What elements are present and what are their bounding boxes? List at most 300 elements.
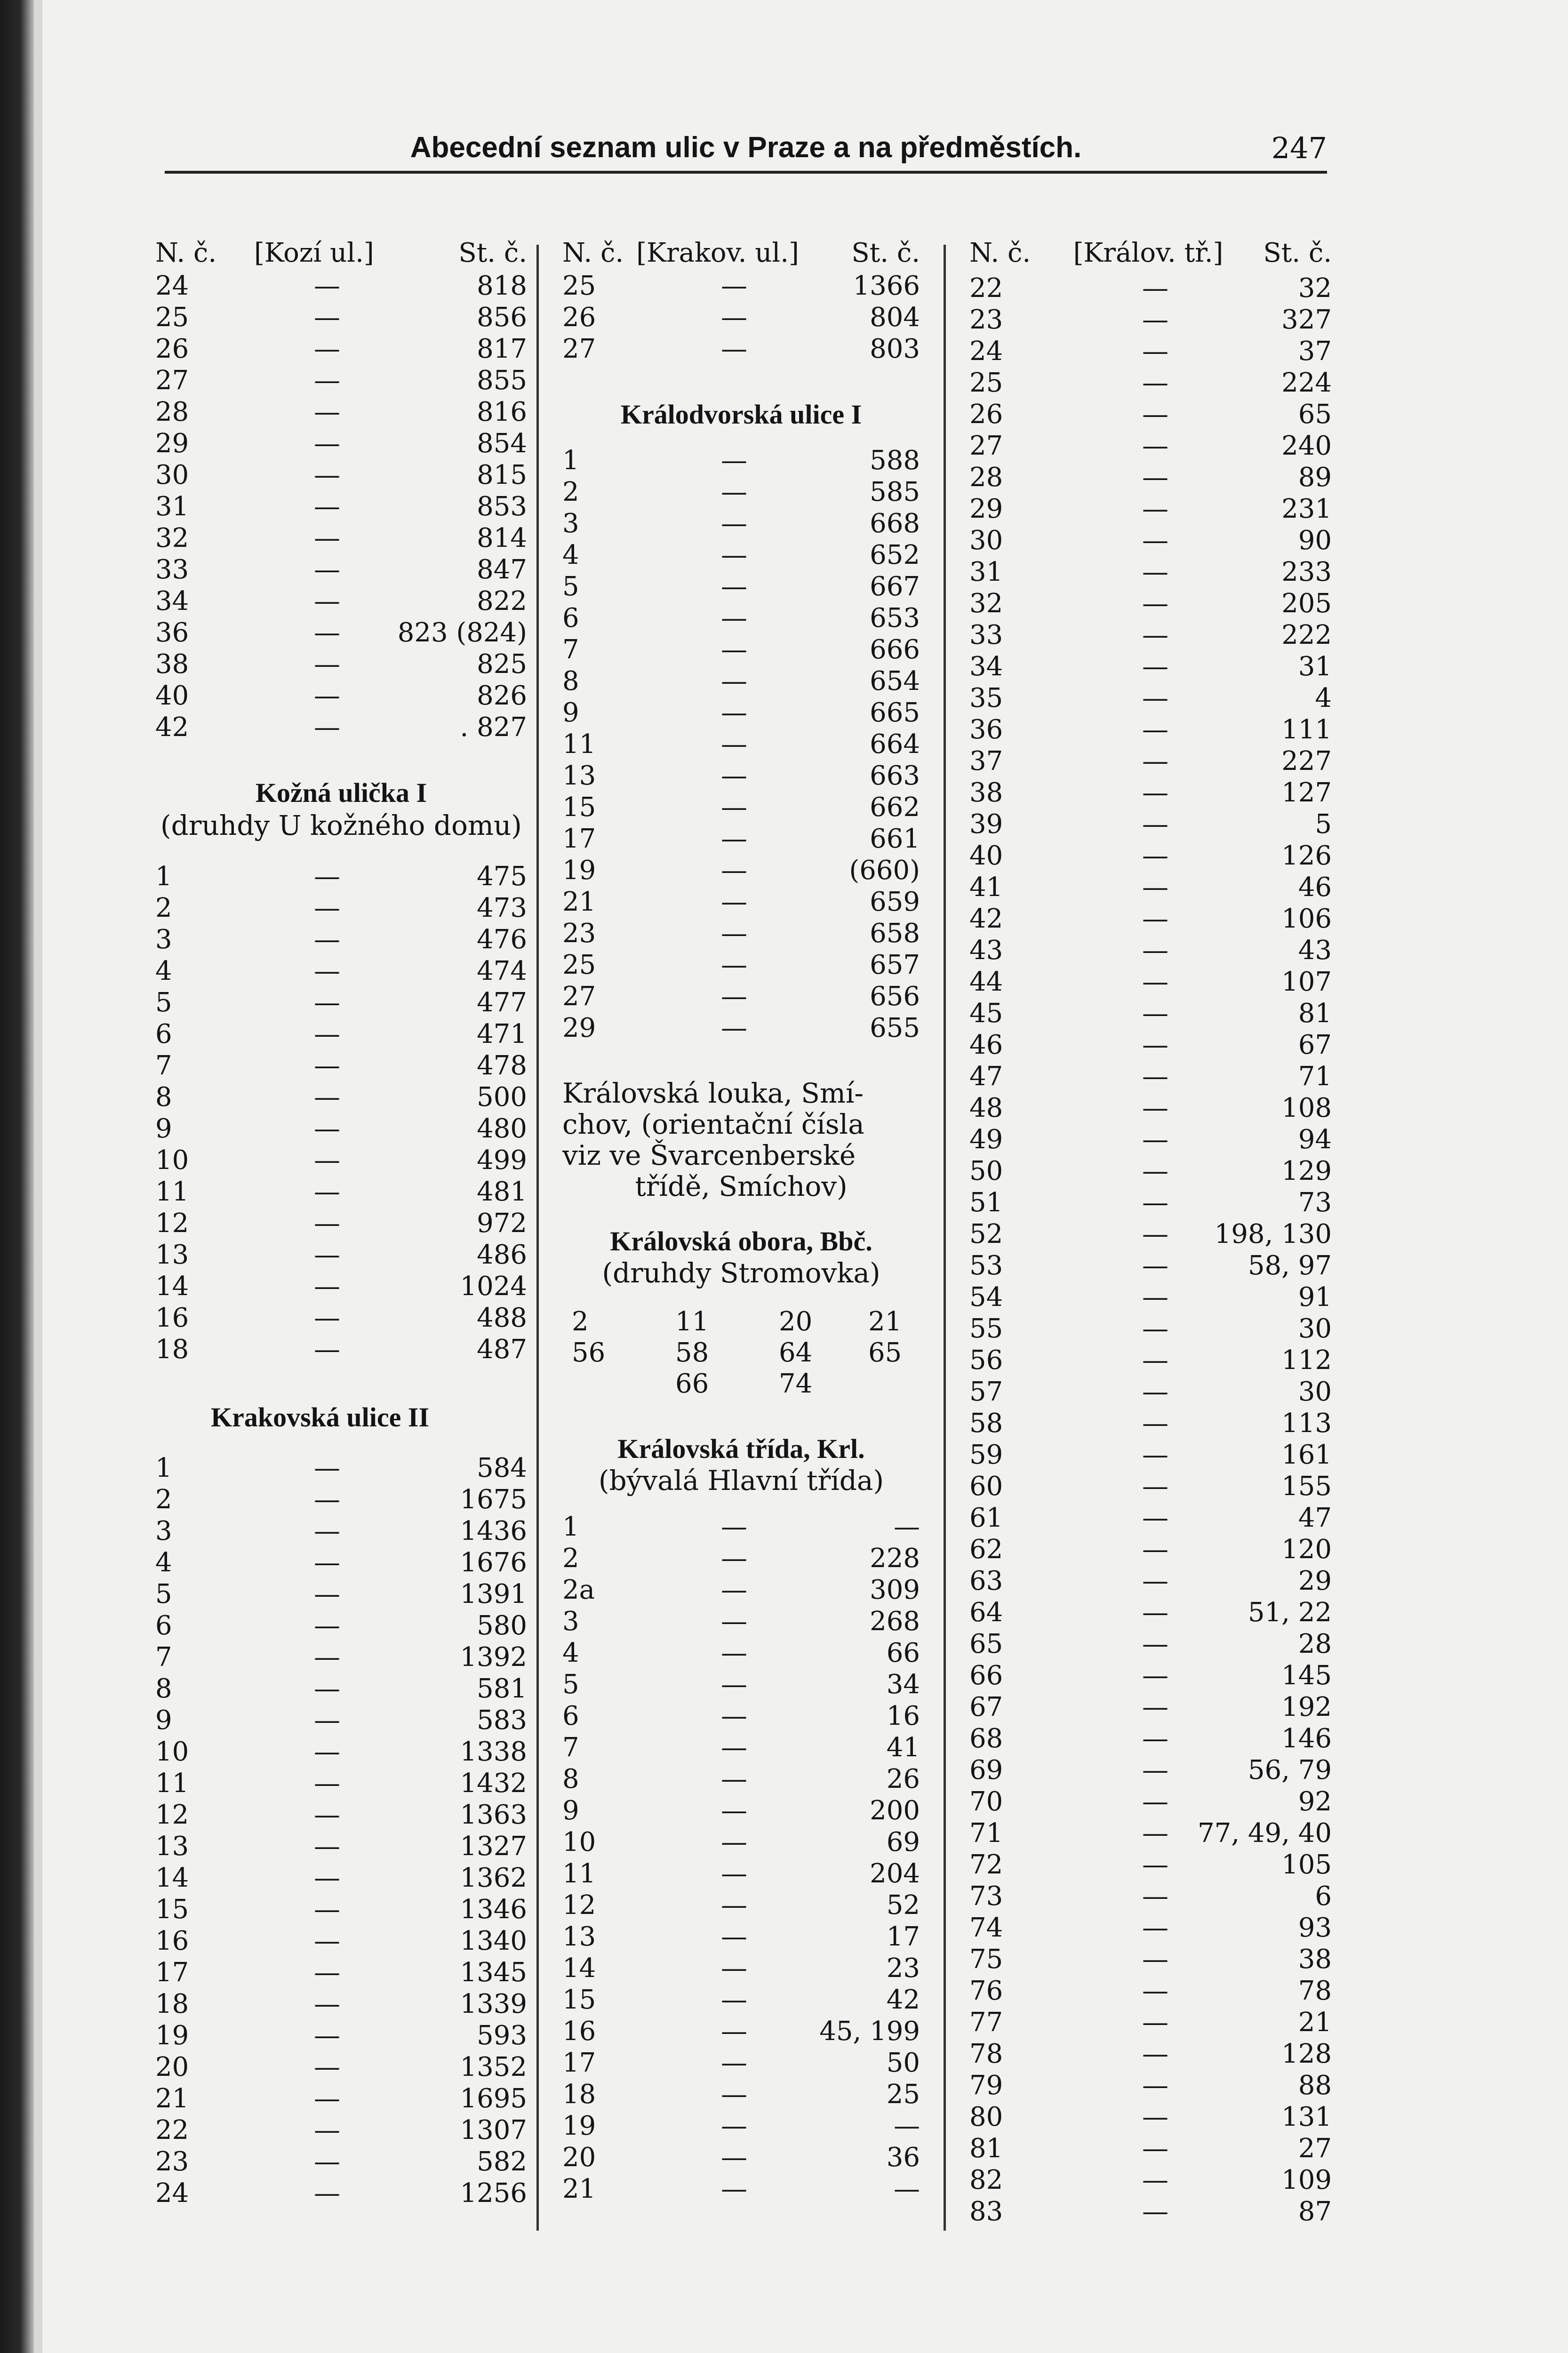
- table-row: [155, 1737, 527, 1768]
- row-number: 14: [562, 1953, 596, 1984]
- row-dash: —: [1142, 651, 1168, 682]
- row-dash: —: [314, 1082, 340, 1112]
- row-number: 12: [155, 1800, 189, 1830]
- row-value: (660): [849, 855, 920, 886]
- page-title: Abecední seznam ulic v Praze a na předměstích.: [410, 131, 1082, 164]
- row-value: 1346: [460, 1894, 527, 1925]
- row-value: 1307: [460, 2115, 527, 2145]
- row-value: 42: [886, 1985, 920, 2015]
- row-value: 847: [477, 554, 527, 585]
- row-number: 50: [969, 1156, 1003, 1186]
- row-dash: —: [1142, 2165, 1168, 2195]
- row-dash: —: [1142, 777, 1168, 808]
- table-row: [562, 508, 920, 539]
- row-number: 16: [155, 1926, 189, 1956]
- section-text-line: viz ve Švarcenberské: [562, 1139, 856, 1171]
- table-row: [155, 1926, 527, 1957]
- row-dash: —: [1142, 399, 1168, 430]
- table-row: [562, 1013, 920, 1044]
- row-dash: —: [314, 523, 340, 553]
- row-value: 5: [1315, 809, 1332, 840]
- row-dash: —: [314, 2115, 340, 2145]
- table-row: [562, 1985, 920, 2016]
- row-number: 33: [969, 620, 1003, 650]
- row-value: 473: [477, 893, 527, 923]
- table-row: [562, 1701, 920, 1732]
- table-row: [155, 1863, 527, 1894]
- column-header: [562, 238, 920, 269]
- table-row: [969, 588, 1332, 619]
- row-value: 73: [1298, 1187, 1332, 1218]
- table-row: [155, 1303, 527, 1334]
- row-value: 25: [886, 2079, 920, 2110]
- row-dash: —: [314, 1050, 340, 1081]
- row-number: 23: [562, 918, 596, 949]
- row-dash: —: [1142, 273, 1168, 304]
- table-row: [155, 2020, 527, 2051]
- row-value: 474: [477, 956, 527, 986]
- row-number: 11: [155, 1176, 189, 1207]
- row-dash: —: [721, 1638, 747, 1668]
- table-row: [155, 1989, 527, 2020]
- table-row: [969, 2133, 1332, 2164]
- row-dash: —: [314, 365, 340, 396]
- obora-cell: 74: [779, 1369, 813, 1399]
- row-number: 16: [155, 1303, 189, 1333]
- row-dash: —: [314, 861, 340, 892]
- row-dash: —: [1142, 1503, 1168, 1533]
- row-number: 54: [969, 1282, 1003, 1313]
- table-row: [562, 1543, 920, 1574]
- row-value: . 827: [460, 712, 527, 743]
- row-value: 661: [870, 824, 920, 854]
- table-row: [969, 1597, 1332, 1628]
- table-row: [969, 1219, 1332, 1250]
- row-number: 14: [155, 1271, 189, 1302]
- row-dash: —: [1142, 1250, 1168, 1281]
- header-nc: N. č.: [155, 238, 217, 268]
- row-dash: —: [314, 1334, 340, 1365]
- table-row: [969, 399, 1332, 430]
- row-value: 1024: [460, 1271, 527, 1302]
- row-value: 481: [477, 1176, 527, 1207]
- page-number: 247: [1271, 131, 1327, 165]
- row-number: 44: [969, 967, 1003, 997]
- row-number: 39: [969, 809, 1003, 840]
- header-stc: St. č.: [1263, 238, 1332, 268]
- row-number: 21: [562, 887, 596, 917]
- row-value: 56, 79: [1248, 1755, 1332, 1785]
- row-number: 19: [155, 2020, 189, 2051]
- row-dash: —: [314, 1673, 340, 1704]
- row-number: 52: [969, 1219, 1003, 1249]
- row-number: 51: [969, 1187, 1003, 1218]
- row-number: 24: [155, 271, 189, 301]
- row-number: 18: [562, 2079, 596, 2110]
- table-row: [155, 302, 527, 333]
- table-row: [155, 712, 527, 743]
- table-row: [969, 904, 1332, 935]
- row-value: 89: [1298, 462, 1332, 493]
- table-row: [155, 2146, 527, 2177]
- row-dash: —: [721, 334, 747, 364]
- row-value: 825: [477, 649, 527, 680]
- table-row: [155, 1334, 527, 1365]
- table-row: [562, 445, 920, 476]
- row-dash: —: [314, 1610, 340, 1641]
- row-number: 15: [562, 792, 596, 823]
- obora-cell: 56: [572, 1337, 606, 1368]
- row-value: 1256: [460, 2178, 527, 2209]
- row-value: 93: [1298, 1913, 1332, 1943]
- row-number: 75: [969, 1944, 1003, 1975]
- row-number: 6: [155, 1019, 172, 1049]
- row-number: 19: [562, 855, 596, 886]
- row-number: 22: [155, 2115, 189, 2145]
- table-row: [155, 924, 527, 955]
- row-dash: —: [721, 981, 747, 1012]
- row-value: 488: [477, 1303, 527, 1333]
- row-dash: —: [721, 2016, 747, 2047]
- row-dash: —: [1142, 1913, 1168, 1943]
- row-dash: —: [1142, 967, 1168, 997]
- row-dash: —: [1142, 336, 1168, 367]
- row-value: 92: [1298, 1786, 1332, 1817]
- row-dash: —: [1142, 1944, 1168, 1975]
- row-value: 471: [477, 1019, 527, 1049]
- row-value: 17: [886, 1921, 920, 1952]
- row-dash: —: [314, 712, 340, 743]
- table-row: [562, 1638, 920, 1669]
- row-number: 13: [155, 1240, 189, 1270]
- row-number: 5: [155, 1579, 172, 1609]
- row-dash: —: [314, 1145, 340, 1176]
- row-dash: —: [1142, 1534, 1168, 1565]
- table-row: [155, 1050, 527, 1081]
- table-row: [969, 1440, 1332, 1471]
- table-row: [969, 1187, 1332, 1218]
- row-value: 480: [477, 1113, 527, 1144]
- row-dash: —: [1142, 1408, 1168, 1439]
- row-dash: —: [721, 1827, 747, 1857]
- table-row: [562, 271, 920, 302]
- row-dash: —: [1142, 714, 1168, 745]
- table-row: [969, 1881, 1332, 1912]
- table-row: [969, 1755, 1332, 1786]
- book-spine: [0, 0, 34, 2353]
- row-dash: —: [1142, 1723, 1168, 1754]
- row-number: 65: [969, 1629, 1003, 1659]
- row-number: 4: [155, 956, 172, 986]
- row-value: 1695: [460, 2083, 527, 2114]
- row-dash: —: [314, 2083, 340, 2114]
- row-number: 36: [155, 617, 189, 648]
- row-dash: —: [721, 792, 747, 823]
- row-dash: —: [1142, 1440, 1168, 1470]
- row-number: 12: [562, 1890, 596, 1921]
- section-text-line: třídě, Smíchov): [635, 1170, 848, 1202]
- row-dash: —: [721, 634, 747, 665]
- row-dash: —: [314, 617, 340, 648]
- row-value: 227: [1281, 746, 1332, 776]
- row-value: 94: [1298, 1124, 1332, 1155]
- table-row: [969, 431, 1332, 462]
- row-number: 6: [562, 1701, 579, 1731]
- row-dash: —: [314, 1019, 340, 1049]
- row-dash: —: [1142, 840, 1168, 871]
- row-number: 83: [969, 2196, 1003, 2227]
- row-value: 656: [870, 981, 920, 1012]
- row-number: 73: [969, 1881, 1003, 1912]
- row-dash: —: [314, 1303, 340, 1333]
- row-number: 3: [562, 1606, 579, 1637]
- row-number: 29: [969, 494, 1003, 524]
- table-row: [155, 1673, 527, 1705]
- row-value: 1327: [460, 1831, 527, 1862]
- row-dash: —: [1142, 494, 1168, 524]
- row-number: 25: [969, 368, 1003, 398]
- section-title: [155, 1401, 485, 1433]
- row-value: 853: [477, 491, 527, 522]
- row-number: 26: [562, 302, 596, 333]
- table-row: [155, 2115, 527, 2146]
- row-value: 65: [1298, 399, 1332, 430]
- row-dash: —: [721, 603, 747, 633]
- row-number: 20: [562, 2142, 596, 2173]
- table-row: [155, 2083, 527, 2114]
- table-row: [969, 1377, 1332, 1408]
- row-value: 1392: [460, 1642, 527, 1673]
- row-value: 665: [870, 697, 920, 728]
- table-row: [969, 2007, 1332, 2038]
- row-number: 24: [969, 336, 1003, 367]
- row-value: 78: [1298, 1976, 1332, 2006]
- table-row: [562, 2016, 920, 2047]
- row-value: 1352: [460, 2052, 527, 2082]
- row-number: 53: [969, 1250, 1003, 1281]
- table-row: [155, 365, 527, 396]
- row-dash: —: [721, 2048, 747, 2078]
- table-row: [969, 1913, 1332, 1944]
- row-dash: —: [314, 2178, 340, 2209]
- row-dash: —: [1142, 1786, 1168, 1817]
- row-dash: —: [1142, 1818, 1168, 1849]
- row-number: 23: [155, 2146, 189, 2177]
- row-number: 10: [155, 1145, 189, 1176]
- row-value: 105: [1281, 1849, 1332, 1880]
- row-number: 42: [155, 712, 189, 743]
- table-row: [155, 1240, 527, 1271]
- row-value: 128: [1281, 2039, 1332, 2069]
- row-number: 17: [562, 2048, 596, 2078]
- row-value: 23: [886, 1953, 920, 1984]
- row-dash: —: [721, 1795, 747, 1826]
- row-number: 71: [969, 1818, 1003, 1849]
- table-row: [562, 634, 920, 665]
- row-dash: —: [721, 918, 747, 949]
- row-dash: —: [1142, 1061, 1168, 1092]
- row-dash: —: [1142, 557, 1168, 587]
- table-row: [969, 1818, 1332, 1849]
- row-value: 107: [1281, 967, 1332, 997]
- table-row: [155, 987, 527, 1018]
- row-number: 1: [562, 1512, 579, 1542]
- table-row: [969, 1471, 1332, 1502]
- header-nc: N. č.: [969, 238, 1031, 268]
- row-dash: —: [721, 1890, 747, 1921]
- row-value: 1676: [460, 1547, 527, 1578]
- row-number: 81: [969, 2133, 1003, 2164]
- row-number: 9: [562, 697, 579, 728]
- row-value: 222: [1281, 620, 1332, 650]
- row-value: 1362: [460, 1863, 527, 1893]
- table-row: [562, 1575, 920, 1606]
- row-dash: —: [1142, 1345, 1168, 1376]
- row-dash: —: [1142, 2070, 1168, 2101]
- table-row: [562, 1858, 920, 1889]
- row-dash: —: [1142, 525, 1168, 556]
- row-number: 32: [155, 523, 189, 553]
- row-number: 42: [969, 904, 1003, 934]
- row-value: 145: [1281, 1660, 1332, 1691]
- row-value: 45, 199: [819, 2016, 920, 2047]
- row-dash: —: [1142, 2196, 1168, 2227]
- obora-cell: 66: [675, 1369, 709, 1399]
- row-number: 7: [562, 634, 579, 665]
- row-value: 106: [1281, 904, 1332, 934]
- row-value: 652: [870, 540, 920, 570]
- table-row: [155, 1019, 527, 1050]
- table-row: [155, 680, 527, 712]
- table-row: [969, 1723, 1332, 1754]
- row-number: 7: [155, 1642, 172, 1673]
- row-number: 6: [155, 1610, 172, 1641]
- table-row: [969, 1061, 1332, 1092]
- table-row: [155, 1610, 527, 1641]
- row-value: 4: [1315, 683, 1332, 713]
- row-number: 68: [969, 1723, 1003, 1754]
- row-dash: —: [314, 924, 340, 955]
- row-value: 583: [477, 1705, 527, 1736]
- row-dash: —: [721, 2111, 747, 2141]
- row-number: 11: [562, 729, 596, 760]
- row-number: 41: [969, 872, 1003, 903]
- row-number: 5: [562, 1669, 579, 1700]
- row-dash: —: [314, 491, 340, 522]
- row-number: 13: [562, 760, 596, 791]
- table-row: [155, 397, 527, 428]
- row-value: 32: [1298, 273, 1332, 304]
- section-title: [562, 398, 920, 430]
- table-row: [969, 1345, 1332, 1376]
- table-row: [562, 729, 920, 760]
- row-value: 855: [477, 365, 527, 396]
- row-dash: —: [721, 729, 747, 760]
- row-number: 1: [155, 861, 172, 892]
- row-dash: —: [314, 428, 340, 459]
- table-row: [155, 1705, 527, 1736]
- table-row: [562, 1606, 920, 1637]
- table-row: [562, 792, 920, 823]
- row-value: 108: [1281, 1093, 1332, 1123]
- row-dash: —: [314, 1579, 340, 1609]
- row-value: 475: [477, 861, 527, 892]
- row-dash: —: [1142, 1976, 1168, 2006]
- table-row: [155, 617, 527, 648]
- row-dash: —: [1142, 1124, 1168, 1155]
- row-dash: —: [314, 1453, 340, 1483]
- table-row: [155, 1145, 527, 1176]
- row-dash: —: [1142, 1881, 1168, 1912]
- section-subtitle-text: (bývalá Hlavní třída): [598, 1465, 884, 1497]
- row-number: 25: [562, 950, 596, 980]
- row-dash: —: [314, 1642, 340, 1673]
- table-row: [155, 1113, 527, 1144]
- row-value: 653: [870, 603, 920, 633]
- row-dash: —: [721, 666, 747, 696]
- row-dash: —: [1142, 683, 1168, 713]
- row-value: 6: [1315, 1881, 1332, 1912]
- table-row: [969, 1124, 1332, 1155]
- table-row: [155, 1208, 527, 1239]
- row-dash: —: [314, 1176, 340, 1207]
- row-number: 15: [155, 1894, 189, 1925]
- row-value: 818: [477, 271, 527, 301]
- row-value: 146: [1281, 1723, 1332, 1754]
- row-dash: —: [721, 760, 747, 791]
- table-row: [155, 523, 527, 554]
- row-number: 28: [155, 397, 189, 427]
- row-number: 55: [969, 1313, 1003, 1344]
- row-dash: —: [1142, 1597, 1168, 1628]
- row-number: 9: [155, 1705, 172, 1736]
- row-value: 71: [1298, 1061, 1332, 1092]
- row-dash: —: [721, 302, 747, 333]
- row-dash: —: [721, 2079, 747, 2110]
- row-dash: —: [314, 2020, 340, 2051]
- row-number: 78: [969, 2039, 1003, 2069]
- row-number: 5: [155, 987, 172, 1018]
- table-row: [969, 1503, 1332, 1534]
- table-row: [155, 1516, 527, 1547]
- row-number: 13: [562, 1921, 596, 1952]
- page-edge: [34, 0, 42, 2353]
- row-dash: —: [1142, 998, 1168, 1029]
- table-row: [562, 697, 920, 728]
- table-row: [969, 935, 1332, 966]
- row-number: 2: [155, 893, 172, 923]
- row-dash: —: [314, 1926, 340, 1956]
- row-dash: —: [721, 1543, 747, 1574]
- row-number: 62: [969, 1534, 1003, 1565]
- table-row: [155, 586, 527, 617]
- section-subtitle-text: (druhdy Stromovka): [602, 1257, 880, 1289]
- row-dash: —: [1142, 904, 1168, 934]
- row-dash: —: [1142, 1093, 1168, 1123]
- row-dash: —: [1142, 1692, 1168, 1722]
- row-dash: —: [314, 302, 340, 333]
- row-dash: —: [721, 824, 747, 854]
- row-dash: —: [314, 397, 340, 427]
- row-number: 3: [155, 1516, 172, 1546]
- table-row: [155, 956, 527, 987]
- table-row: [562, 2079, 920, 2110]
- table-row: [969, 840, 1332, 872]
- row-dash: —: [314, 586, 340, 616]
- row-dash: —: [1142, 872, 1168, 903]
- row-number: 69: [969, 1755, 1003, 1785]
- row-number: 8: [562, 1764, 579, 1794]
